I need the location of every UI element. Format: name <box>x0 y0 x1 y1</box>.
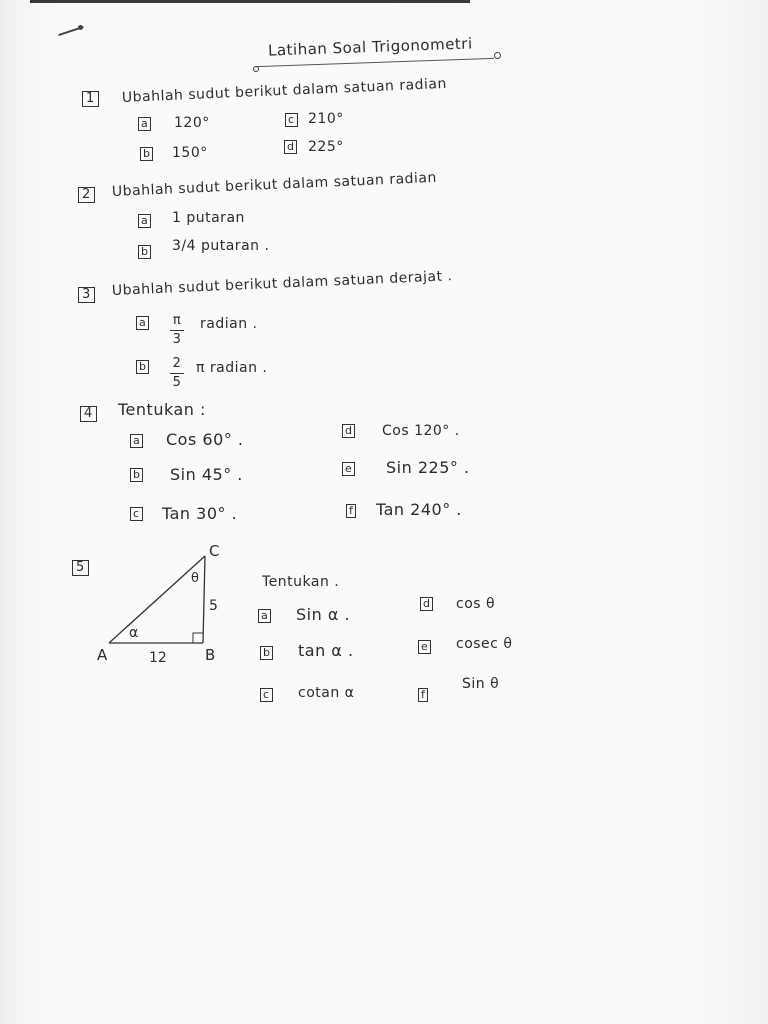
side-ab-length: 12 <box>149 650 167 666</box>
q2-b-label: b <box>138 245 151 259</box>
q4-e-value: Sin 225° . <box>386 458 470 477</box>
q2-a-label: a <box>138 214 151 228</box>
q5-a-value: Sin α . <box>296 605 351 624</box>
q3-b-unit: π radian . <box>196 360 268 376</box>
q3-b-numerator: 2 <box>172 356 182 371</box>
q1-a-value: 120° <box>174 115 210 131</box>
q3-a-unit: radian . <box>200 316 258 332</box>
title-dot-left <box>253 66 259 72</box>
question-1-number: 1 <box>82 91 99 107</box>
title-underline <box>256 58 494 67</box>
q4-a-value: Cos 60° . <box>166 430 244 449</box>
question-5-number: 5 <box>72 560 89 576</box>
title-dot <box>494 52 501 59</box>
q4-e-label: e <box>342 462 355 476</box>
question-1-text: Ubahlah sudut berikut dalam satuan radian <box>121 75 448 106</box>
q1-d-label: d <box>284 140 297 154</box>
vertex-a-label: A <box>97 646 108 664</box>
q3-a-numerator: π <box>172 313 182 328</box>
page-top-edge <box>30 0 470 3</box>
q5-f-label: f <box>418 688 428 702</box>
q1-d-value: 225° <box>308 139 344 155</box>
q1-c-label: c <box>285 113 298 127</box>
side-bc <box>203 556 205 643</box>
question-2-text: Ubahlah sudut berikut dalam satuan radian <box>111 169 438 200</box>
question-4-text: Tentukan : <box>118 400 206 419</box>
q5-e-label: e <box>418 640 431 654</box>
side-bc-length: 5 <box>209 598 218 614</box>
q4-b-label: b <box>130 468 143 482</box>
q5-c-value: cotan α <box>298 685 355 701</box>
q1-b-value: 150° <box>172 145 208 161</box>
question-2-number: 2 <box>78 187 95 203</box>
q4-f-label: f <box>346 504 356 518</box>
q4-f-value: Tan 240° . <box>376 500 462 519</box>
q3-a-denominator: 3 <box>172 332 182 347</box>
q5-f-value: Sin θ <box>462 676 500 692</box>
vertex-b-label: B <box>205 646 216 664</box>
q4-c-value: Tan 30° . <box>162 504 238 523</box>
q5-b-value: tan α . <box>298 641 354 660</box>
fraction-bar <box>170 330 184 331</box>
q5-a-label: a <box>258 609 271 623</box>
q3-b-fraction <box>170 357 184 390</box>
q4-d-value: Cos 120° . <box>382 423 460 439</box>
question-3-text: Ubahlah sudut berikut dalam satuan derajat . <box>111 268 453 299</box>
side-ac <box>109 556 205 643</box>
q5-d-label: d <box>420 597 433 611</box>
page-title: Latihan Soal Trigonometri <box>267 34 473 60</box>
angle-theta-label: θ <box>191 571 199 586</box>
q4-c-label: c <box>130 507 143 521</box>
question-5-text: Tentukan . <box>262 574 340 590</box>
angle-alpha-label: α <box>129 625 139 641</box>
right-triangle-diagram <box>95 536 235 666</box>
question-4-number: 4 <box>80 406 97 422</box>
q4-b-value: Sin 45° . <box>170 465 243 484</box>
q2-b-value: 3/4 putaran . <box>172 238 270 254</box>
fraction-bar <box>170 373 184 374</box>
q3-a-fraction <box>170 314 184 347</box>
q1-a-label: a <box>138 117 151 131</box>
q5-c-label: c <box>260 688 273 702</box>
q4-a-label: a <box>130 434 143 448</box>
q1-b-label: b <box>140 147 153 161</box>
q1-c-value: 210° <box>308 111 344 127</box>
q3-b-denominator: 5 <box>172 375 182 390</box>
q3-b-label: b <box>136 360 149 374</box>
q4-d-label: d <box>342 424 355 438</box>
q5-e-value: cosec θ <box>456 636 513 652</box>
vertex-c-label: C <box>209 542 220 560</box>
pen-dot <box>78 25 83 30</box>
right-angle-marker <box>193 633 203 643</box>
q5-b-label: b <box>260 646 273 660</box>
question-3-number: 3 <box>78 287 95 303</box>
q2-a-value: 1 putaran <box>172 210 245 226</box>
q5-d-value: cos θ <box>456 596 496 612</box>
q3-a-label: a <box>136 316 149 330</box>
